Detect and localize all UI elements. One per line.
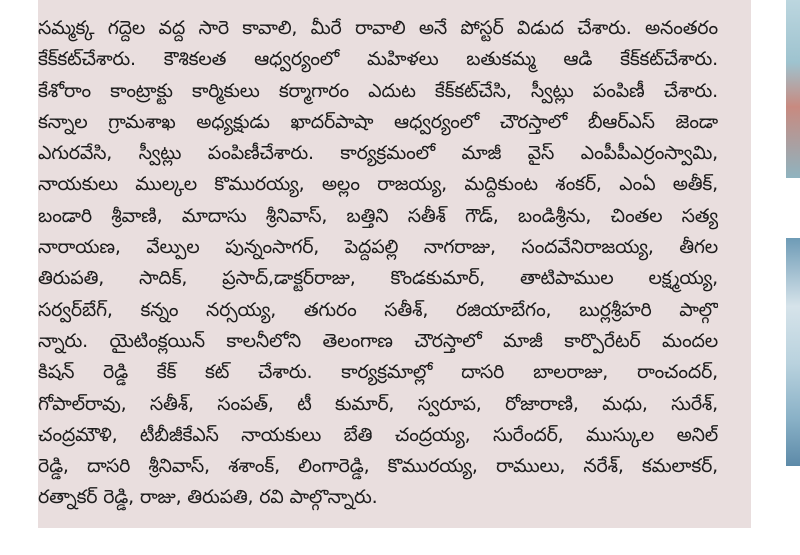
article-line-7: బండారి శ్రీవాణి, మాదాసు శ్రీనివాస్, బత్తిని సతీశ్ గౌడ్, బండిశ్రీను, చింతల సత్య xyxy=(38,204,718,227)
article-line-5: ఎగురవేసి, స్వీట్లు పంపిణీచేశారు. కార్యక్రమంలో మాజీ వైస్ ఎంపీపీఎర్రంస్వామి, xyxy=(38,142,718,165)
article-line-9: తిరుపతి, సాదిక్, ప్రసాద్,డాక్టర్‌రాజు, కొండకుమార్, తాటిపాముల లక్ష్మయ్య, xyxy=(38,267,718,290)
article-line-2: కేక్‌కట్‌చేశారు. కౌశికలత ఆధ్వర్యంలో మహిళలు బతుకమ్మ ఆడి కేక్‌కట్‌చేశారు. xyxy=(38,48,718,71)
adjacent-photo-fragment-top xyxy=(786,0,800,178)
article-line-4: కన్నాల గ్రామశాఖ అధ్యక్షుడు ఖాదర్‌పాషా ఆధ్వర్యంలో చౌరస్తాలో బీఆర్ఎస్ జెండా xyxy=(38,110,718,133)
article-line-14: చంద్రమౌళి, టీబీజీకేఎస్ నాయకులు బేతి చంద్రయ్య, సురేందర్, ముస్కుల అనిల్ xyxy=(38,423,718,446)
article-line-8: నారాయణ, వేల్పుల పున్నంసాగర్, పెద్దపల్లి నాగరాజు, సందవేనిరాజయ్య, తీగల xyxy=(38,236,718,259)
article-line-12: కిషన్ రెడ్డి కేక్ కట్ చేశారు. కార్యక్రమాల్లో దాసరి బాలరాజు, రాంచందర్, xyxy=(38,361,718,384)
article-line-3: కేశోరాం కాంట్రాక్టు కార్మికులు కర్మాగారం ఎదుట కేక్‌కట్‌చేసి, స్వీట్లు పంపిణీ చేశారు. xyxy=(38,79,718,102)
article-line-10: సర్వర్‌బేగ్, కన్నం నర్సయ్య, తగురం సతీశ్, రజియాబేగం, బుర్లశ్రీహరి పాల్గొ xyxy=(38,298,718,321)
article-line-6: నాయకులు ముల్కల కొమురయ్య, అల్లం రాజయ్య, మద్దికుంట శంకర్, ఎంఏ అతీక్, xyxy=(38,173,718,196)
adjacent-photo-fragment-bottom xyxy=(786,238,800,466)
article-line-16: రత్నాకర్ రెడ్డి, రాజు, తిరుపతి, రవి పాల్గొన్నారు. xyxy=(38,486,378,509)
article-line-11: న్నారు. యైటింక్లయిన్ కాలనీలోని తెలంగాణ చౌరస్తాలో మాజీ కార్పొరేటర్ మందల xyxy=(38,329,718,352)
article-line-1: సమ్మక్క గద్దెల వద్ద సారె కావాలి, మీరే రావాలి అనే పోస్టర్ విడుద చేశారు. అనంతరం xyxy=(38,17,718,39)
article-line-13: గోపాల్‌రావు, సతీశ్, సంపత్, టీ కుమార్, స్వరూప, రోజారాణి, మధు, సురేశ్, xyxy=(38,392,718,415)
article-body xyxy=(38,0,718,514)
article-line-15: రెడ్డి, దాసరి శ్రీనివాస్, శశాంక్, లింగారెడ్డి, కొమురయ్య, రాములు, నరేశ్, కమలాకర్, xyxy=(38,455,718,478)
